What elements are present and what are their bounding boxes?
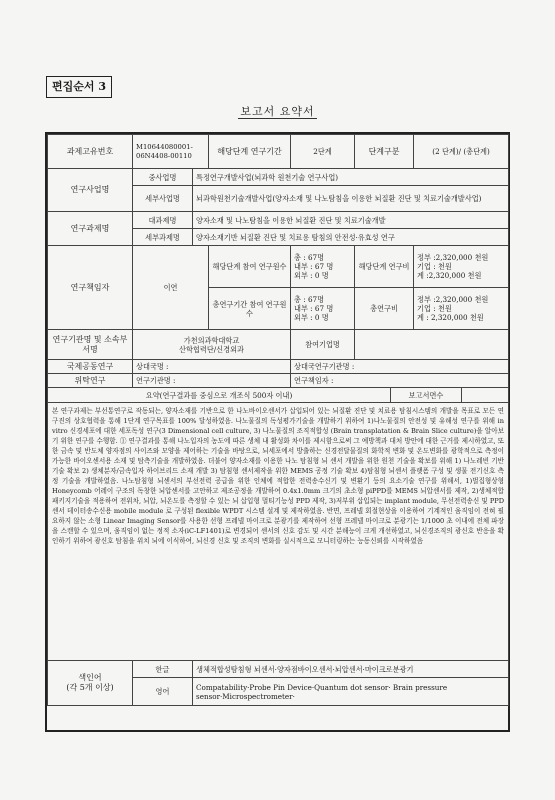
stage-people-internal: 내부 : 67 명 xyxy=(294,262,334,271)
pages-label: 보고서면수 xyxy=(391,388,462,403)
phase-label: 단계구분 xyxy=(355,135,414,169)
detail-task-label: 세부과제명 xyxy=(133,229,193,246)
researcher-name: 이연 xyxy=(133,246,209,330)
document-title-text: 보고서 요약서 xyxy=(240,105,315,118)
task-number-value: M10644080001-06N4408-00110 xyxy=(133,135,209,169)
keywords-label-sub: (각 5개 이상) xyxy=(66,683,114,692)
main-project-value: 특정연구개발사업(뇌과학 원천기술 연구사업) xyxy=(193,169,509,186)
big-task-value: 양자소재 및 나노탐침을 이용한 뇌질환 진단 및 치료기술개발 xyxy=(193,212,509,229)
org-dept: 산학협력단/신경외과 xyxy=(179,344,244,354)
total-people-values xyxy=(291,288,355,330)
org-label: 연구기관명 및 소속부서명 xyxy=(48,330,133,360)
sub-project-label: 세부사업명 xyxy=(133,186,193,212)
intl-partner-inst: 상대국연구기관명 : xyxy=(291,360,509,374)
summary-text: 본 연구과제는 부선통연구로 작동되는, 양자소재를 기반으로 한 나노바이오센서가 삽입되어 있는 뇌질환 진단 및 치료용 탐침시스템의 개발을 목표로 모든 연구진의 상호협력을 통해 1단계 연구목표를 100% 달성하였음. 나노물질의 독성평가기술을 개발하기 위하여 1)나노물질의 안전성 및 유해성 연구를 위해 in vitro 신경세포에 대한 세포독성 연구(3 Dimensional cell culture, 3) 나노물질의 조직적합성 (Brain transplatation & Brain Slice culture)을 알아보기 위한 연구를 수행함. ① 연구결과를 통해 나노입자의 농도에 따른 생체 내 활성화 차이를 제시함으로써 그 예방책과 대처 방안에 대한 근거를 제시하였고, 또한 금속 및 반도체 양자점의 사이즈와 모양을 제어하는 기술을 바탕으로, 뇌세포에서 방출하는 신경전달물질의 화학적 변화 및 온도변화를 광학적으로 측정이 가능한 바이오센서용 소재 및 탐측기술을 개발하였음. 더불어 양자소재를 이용한 나노 탐침형 뇌 센서 개발을 위한 원천 기술을 확보를 위해 1) 나노레빈 기반기술 확보 2) 생체분자/금속입자 하이브리드 소재 개발 3) 탐침형 센서제작을 위한 MEMS 공정 기술 확보 4)탐침형 뇌센서 플랫폼 구성 및 생물 전기신호 측정 기술을 개발하였음. 나노탐침형 뇌센서의 부선전력 공급을 위한 인체에 적합한 전력송수신기 및 변환기 등의 요소기술 연구를 위해서, 1)벌집형상형 Honeycomb 어레이 구조의 독창한 뇌압센서를 고안하고 제조공정을 개발하여 0.4x1.0mm 크기의 초소형 piPPD를 MEMS 뇌압센서를 제작, 2)생체적합 패키지기술을 적용하여 전위차, 뇌압, 뇌온도를 측정할 수 있는 뇌 삽입형 멀티기능성 PPD 제작, 3)저부위 삽입되는 implant module, 무선전력송신 및 PPD 센서 데이터송수신용 mobile module 로 구성된 flexible WPDT 시스템 설계 및 제작하였음. 반면, 프레넬 회절현상을 이용하여 기계적인 움직임이 전혀 필요하지 않는 소형 Linear Imaging Sensor를 사용한 선형 프레넬 마이크로 분광기를 제작하여 선형 프레넬 마이크로 분광기는 1/1000 초 이내에 전체 파장을 스캔할 수 있으며, 움직임이 없는 정적 소자(iC-LF1401)로 변경되어 센서의 신호 감도 및 시간 분해능이 크게 개선하였고, 뇌신경조직의 광신호 반응을 확인하기 위하여 광신호 탐침을 위치 뇌에 이식하여, 뇌신경 신호 및 조직의 변화를 실시적으로 모니터링하는 능동신뢰를 시작하였음 xyxy=(48,403,509,661)
keywords-label xyxy=(48,661,133,706)
keywords-en-label: 영어 xyxy=(133,678,193,706)
researcher-label: 연구책임자 xyxy=(48,246,133,330)
org-name: 가천의과학대학교 xyxy=(183,335,240,345)
stage-period-value: 2단계 xyxy=(291,135,355,169)
total-people-external: 외부 : 0 명 xyxy=(294,313,329,322)
stage-people-external: 외부 : 0 명 xyxy=(294,271,329,280)
keywords-ko-label: 한글 xyxy=(133,661,193,678)
project-label: 연구사업명 xyxy=(48,169,133,212)
keywords-en-value: Compatability·Probe Pin Device·Quantum dot sensor· Brain pressure sensor·Microspectrometer· xyxy=(193,678,509,706)
big-task-label: 대과제명 xyxy=(133,212,193,229)
task-label: 연구과제명 xyxy=(48,212,133,246)
sub-project-value: 뇌과학원천기술개발사업(양자소재 및 나노탐침을 이용한 뇌질환 진단 및 치료기술개발사업) xyxy=(193,186,509,212)
total-cost-label: 총연구비 xyxy=(355,288,414,330)
total-people-total: 총 : 67명 xyxy=(294,295,325,304)
total-cost-gov: 정부 :2,320,000 천원 xyxy=(417,295,489,304)
org-value xyxy=(133,330,291,360)
stage-cost-company: 기업 : 천원 xyxy=(417,262,452,271)
detail-task-value: 양자소재기반 뇌질환 진단 및 치료용 탐침의 안전성·유효성 연구 xyxy=(193,229,509,246)
phase-value: (2 단계)/ (총단계) xyxy=(414,135,509,169)
main-project-label: 중사업명 xyxy=(133,169,193,186)
stage-people-total: 총 : 67명 xyxy=(294,253,325,262)
document-title xyxy=(0,103,555,119)
total-cost-values xyxy=(414,288,509,330)
intl-label: 국제공동연구 xyxy=(48,360,133,374)
stage-period-label: 해당단계 연구기간 xyxy=(209,135,291,169)
summary-table xyxy=(47,134,509,706)
delegated-head: 연구책임자 : xyxy=(291,374,509,388)
partner-company-value xyxy=(355,330,509,360)
task-number-label: 과제고유번호 xyxy=(48,135,133,169)
total-cost-company: 기업 : 천원 xyxy=(417,304,452,313)
report-summary-form xyxy=(45,132,510,732)
document-order-tag: 편집순서 3 xyxy=(46,76,112,98)
stage-cost-values xyxy=(414,246,509,288)
intl-partner-name: 상대국명 : xyxy=(133,360,291,374)
stage-people-label: 해당단계 참여 연구원수 xyxy=(209,246,291,288)
delegated-inst: 연구기관명 : xyxy=(133,374,291,388)
stage-cost-sum: 계 :2,320,000 천원 xyxy=(417,271,482,280)
keywords-ko-value: 생체적합성탐침형 뇌센서·양자점바이오센서·뇌압센서·마이크로분광기 xyxy=(193,661,509,678)
keywords-label-main: 색인어 xyxy=(78,673,102,682)
delegated-label: 위탁연구 xyxy=(48,374,133,388)
total-people-label: 총연구기간 참여 연구원수 xyxy=(209,288,291,330)
partner-company-label: 참여기업명 xyxy=(291,330,355,360)
total-people-internal: 내부 : 67 명 xyxy=(294,304,334,313)
pages-value xyxy=(462,388,509,403)
stage-cost-label: 해당단계 연구비 xyxy=(355,246,414,288)
stage-cost-gov: 정부 :2,320,000 천원 xyxy=(417,253,489,262)
total-cost-sum: 계 : 2,320,000 천원 xyxy=(417,313,484,322)
stage-people-values xyxy=(291,246,355,288)
summary-header-label: 요약(연구결과를 중심으로 개조식 500자 이내) xyxy=(48,388,391,403)
